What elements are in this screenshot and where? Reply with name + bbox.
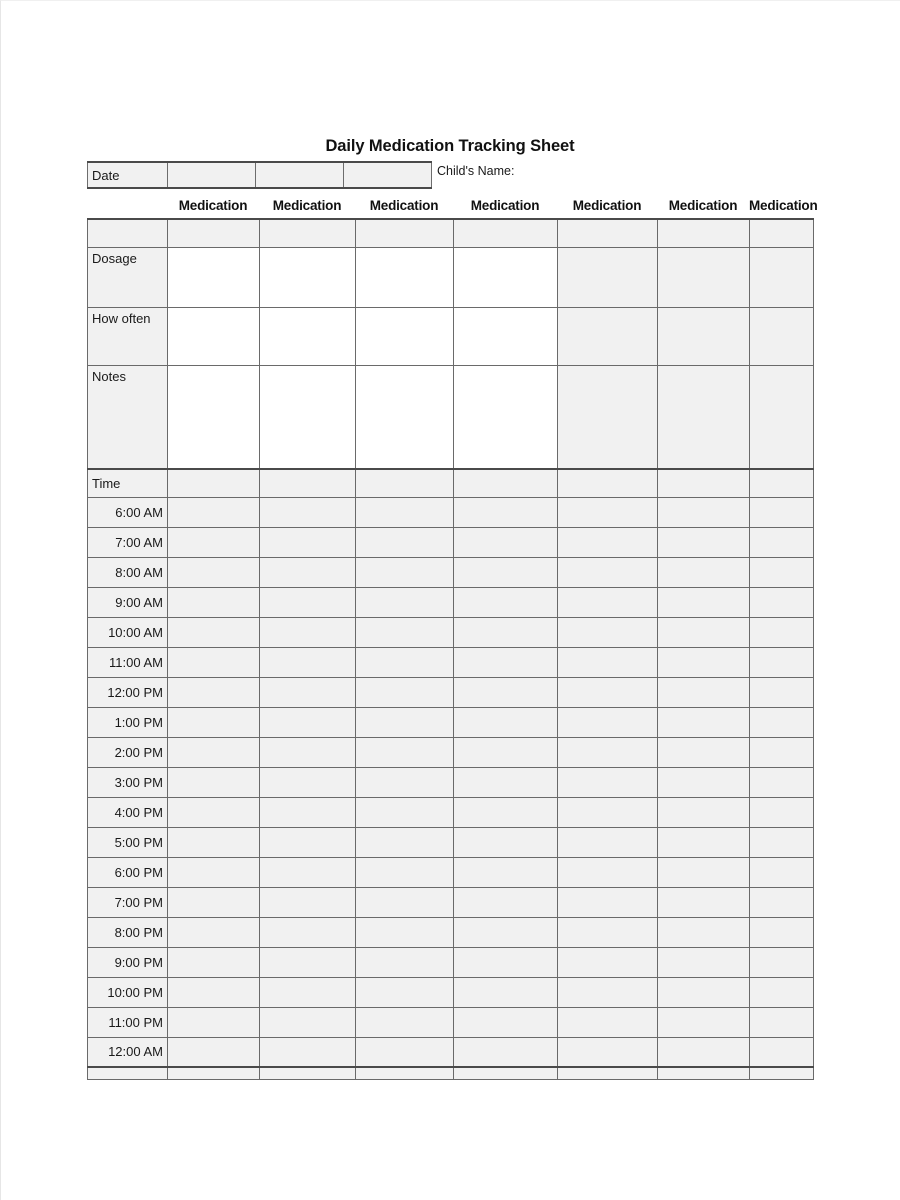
time-cell[interactable]	[356, 827, 454, 857]
table-row	[88, 527, 814, 557]
time-cell[interactable]	[356, 1007, 454, 1037]
time-cell[interactable]	[168, 677, 260, 707]
cell-dosage-1[interactable]	[168, 247, 260, 307]
time-cell[interactable]	[454, 1007, 558, 1037]
cell-dosage-5[interactable]	[558, 247, 658, 307]
cell-trailing-7[interactable]	[750, 1067, 814, 1079]
row-label-how-often: How often	[88, 307, 168, 365]
cell-how-often-3[interactable]	[356, 307, 454, 365]
time-label: 7:00 AM	[88, 527, 168, 557]
table-row	[88, 557, 814, 587]
time-cell[interactable]	[260, 767, 356, 797]
time-cell[interactable]	[260, 917, 356, 947]
table-row	[88, 707, 814, 737]
cell-time-header-4[interactable]	[454, 469, 558, 497]
cell-notes-4[interactable]	[454, 365, 558, 469]
time-cell[interactable]	[454, 887, 558, 917]
cell-dosage-7[interactable]	[750, 247, 814, 307]
time-cell[interactable]	[356, 587, 454, 617]
time-label: 11:00 AM	[88, 647, 168, 677]
time-cell[interactable]	[750, 647, 814, 677]
cell-dosage-2[interactable]	[260, 247, 356, 307]
time-cell[interactable]	[168, 887, 260, 917]
cell-how-often-4[interactable]	[454, 307, 558, 365]
time-cell[interactable]	[750, 677, 814, 707]
cell-blank-6[interactable]	[658, 219, 750, 247]
time-cell[interactable]	[356, 857, 454, 887]
table-row-blank	[88, 219, 814, 247]
time-cell[interactable]	[750, 947, 814, 977]
time-label: 7:00 PM	[88, 887, 168, 917]
medication-tracking-grid	[87, 218, 814, 1080]
time-cell[interactable]	[356, 917, 454, 947]
time-cell[interactable]	[750, 617, 814, 647]
row-label-time: Time	[88, 469, 168, 497]
time-cell[interactable]	[658, 797, 750, 827]
time-cell[interactable]	[168, 977, 260, 1007]
time-cell[interactable]	[658, 497, 750, 527]
table-row	[88, 497, 814, 527]
time-cell[interactable]	[454, 797, 558, 827]
table-row	[88, 917, 814, 947]
cell-dosage-3[interactable]	[356, 247, 454, 307]
time-label: 8:00 PM	[88, 917, 168, 947]
time-label: 10:00 PM	[88, 977, 168, 1007]
time-cell[interactable]	[356, 527, 454, 557]
time-cell[interactable]	[558, 527, 658, 557]
cell-blank-5[interactable]	[558, 219, 658, 247]
time-cell[interactable]	[558, 917, 658, 947]
time-cell[interactable]	[168, 917, 260, 947]
table-row	[88, 737, 814, 767]
time-cell[interactable]	[658, 527, 750, 557]
time-cell[interactable]	[454, 647, 558, 677]
time-cell[interactable]	[454, 947, 558, 977]
table-row	[88, 947, 814, 977]
cell-time-header-7[interactable]	[750, 469, 814, 497]
row-label-blank	[88, 219, 168, 247]
time-cell[interactable]	[260, 677, 356, 707]
time-cell[interactable]	[260, 887, 356, 917]
time-cell[interactable]	[750, 1037, 814, 1067]
time-cell[interactable]	[454, 677, 558, 707]
time-cell[interactable]	[658, 1007, 750, 1037]
cell-notes-6[interactable]	[658, 365, 750, 469]
time-cell[interactable]	[168, 647, 260, 677]
cell-how-often-2[interactable]	[260, 307, 356, 365]
time-cell[interactable]	[168, 797, 260, 827]
time-cell[interactable]	[356, 557, 454, 587]
column-header-medication-7: Medication	[749, 197, 818, 213]
table-row	[88, 797, 814, 827]
time-cell[interactable]	[356, 797, 454, 827]
time-cell[interactable]	[168, 617, 260, 647]
time-label: 1:00 PM	[88, 707, 168, 737]
time-cell[interactable]	[750, 527, 814, 557]
time-cell[interactable]	[356, 617, 454, 647]
time-cell[interactable]	[658, 737, 750, 767]
cell-blank-2[interactable]	[260, 219, 356, 247]
time-cell[interactable]	[260, 947, 356, 977]
cell-how-often-5[interactable]	[558, 307, 658, 365]
time-cell[interactable]	[454, 497, 558, 527]
time-cell[interactable]	[260, 647, 356, 677]
time-cell[interactable]	[356, 677, 454, 707]
time-cell[interactable]	[558, 497, 658, 527]
time-cell[interactable]	[260, 707, 356, 737]
time-cell[interactable]	[356, 947, 454, 977]
page-title: Daily Medication Tracking Sheet	[325, 137, 575, 155]
time-label: 5:00 PM	[88, 827, 168, 857]
time-cell[interactable]	[558, 827, 658, 857]
time-cell[interactable]	[168, 947, 260, 977]
time-cell[interactable]	[558, 1007, 658, 1037]
time-cell[interactable]	[750, 857, 814, 887]
time-label: 9:00 AM	[88, 587, 168, 617]
time-cell[interactable]	[356, 737, 454, 767]
cell-trailing-3[interactable]	[356, 1067, 454, 1079]
time-cell[interactable]	[356, 1037, 454, 1067]
cell-how-often-6[interactable]	[658, 307, 750, 365]
time-label: 11:00 PM	[88, 1007, 168, 1037]
cell-trailing-label	[88, 1067, 168, 1079]
time-label: 8:00 AM	[88, 557, 168, 587]
table-row	[88, 857, 814, 887]
time-cell[interactable]	[558, 797, 658, 827]
cell-time-header-1[interactable]	[168, 469, 260, 497]
cell-blank-4[interactable]	[454, 219, 558, 247]
cell-notes-5[interactable]	[558, 365, 658, 469]
time-cell[interactable]	[558, 557, 658, 587]
child-name-label: Child's Name:	[437, 164, 515, 178]
time-cell[interactable]	[558, 947, 658, 977]
time-cell[interactable]	[558, 707, 658, 737]
table-row	[88, 767, 814, 797]
time-cell[interactable]	[658, 557, 750, 587]
time-cell[interactable]	[356, 767, 454, 797]
time-cell[interactable]	[558, 767, 658, 797]
time-cell[interactable]	[260, 557, 356, 587]
table-row	[88, 617, 814, 647]
time-label: 6:00 AM	[88, 497, 168, 527]
time-cell[interactable]	[658, 917, 750, 947]
time-cell[interactable]	[260, 827, 356, 857]
time-cell[interactable]	[558, 617, 658, 647]
time-cell[interactable]	[558, 1037, 658, 1067]
time-cell[interactable]	[168, 587, 260, 617]
time-cell[interactable]	[558, 737, 658, 767]
time-cell[interactable]	[750, 497, 814, 527]
time-cell[interactable]	[658, 1037, 750, 1067]
time-cell[interactable]	[454, 557, 558, 587]
time-cell[interactable]	[356, 497, 454, 527]
row-label-notes: Notes	[88, 365, 168, 469]
table-row	[88, 1007, 814, 1037]
cell-trailing-6[interactable]	[658, 1067, 750, 1079]
table-row	[88, 977, 814, 1007]
column-header-medication-5: Medication	[572, 197, 642, 213]
time-cell[interactable]	[168, 557, 260, 587]
cell-trailing-4[interactable]	[454, 1067, 558, 1079]
column-header-medication-1: Medication	[178, 197, 248, 213]
time-cell[interactable]	[454, 527, 558, 557]
time-cell[interactable]	[168, 1007, 260, 1037]
column-header-medication-4: Medication	[470, 197, 540, 213]
table-row-how-often	[88, 307, 814, 365]
time-cell[interactable]	[658, 827, 750, 857]
time-cell[interactable]	[658, 617, 750, 647]
time-cell[interactable]	[260, 527, 356, 557]
cell-how-often-7[interactable]	[750, 307, 814, 365]
cell-notes-2[interactable]	[260, 365, 356, 469]
time-cell[interactable]	[168, 827, 260, 857]
time-cell[interactable]	[168, 707, 260, 737]
time-cell[interactable]	[260, 737, 356, 767]
cell-time-header-3[interactable]	[356, 469, 454, 497]
cell-blank-7[interactable]	[750, 219, 814, 247]
cell-dosage-6[interactable]	[658, 247, 750, 307]
time-label: 3:00 PM	[88, 767, 168, 797]
table-row-dosage	[88, 247, 814, 307]
time-cell[interactable]	[558, 857, 658, 887]
time-label: 2:00 PM	[88, 737, 168, 767]
time-label: 4:00 PM	[88, 797, 168, 827]
column-header-medication-3: Medication	[369, 197, 439, 213]
time-cell[interactable]	[454, 857, 558, 887]
time-cell[interactable]	[168, 737, 260, 767]
time-cell[interactable]	[750, 827, 814, 857]
cell-time-header-5[interactable]	[558, 469, 658, 497]
time-cell[interactable]	[750, 587, 814, 617]
cell-trailing-5[interactable]	[558, 1067, 658, 1079]
time-label: 12:00 PM	[88, 677, 168, 707]
time-cell[interactable]	[658, 767, 750, 797]
cell-time-header-2[interactable]	[260, 469, 356, 497]
time-cell[interactable]	[750, 797, 814, 827]
cell-notes-3[interactable]	[356, 365, 454, 469]
cell-blank-3[interactable]	[356, 219, 454, 247]
time-cell[interactable]	[454, 917, 558, 947]
table-row-notes	[88, 365, 814, 469]
time-cell[interactable]	[658, 587, 750, 617]
cell-notes-7[interactable]	[750, 365, 814, 469]
time-cell[interactable]	[168, 497, 260, 527]
time-cell[interactable]	[260, 497, 356, 527]
time-cell[interactable]	[168, 527, 260, 557]
time-cell[interactable]	[356, 647, 454, 677]
time-cell[interactable]	[356, 977, 454, 1007]
time-cell[interactable]	[558, 587, 658, 617]
row-label-dosage: Dosage	[88, 247, 168, 307]
header-spacer	[87, 194, 167, 216]
time-cell[interactable]	[260, 1037, 356, 1067]
time-cell[interactable]	[750, 917, 814, 947]
table-row-time-header	[88, 469, 814, 497]
table-row	[88, 1037, 814, 1067]
table-row	[88, 827, 814, 857]
date-row	[87, 161, 432, 189]
cell-dosage-4[interactable]	[454, 247, 558, 307]
time-cell[interactable]	[260, 587, 356, 617]
time-cell[interactable]	[356, 887, 454, 917]
time-cell[interactable]	[750, 1007, 814, 1037]
table-row-trailing	[88, 1067, 814, 1079]
table-row	[88, 587, 814, 617]
time-cell[interactable]	[454, 977, 558, 1007]
time-cell[interactable]	[558, 677, 658, 707]
time-cell[interactable]	[558, 647, 658, 677]
time-cell[interactable]	[454, 737, 558, 767]
time-cell[interactable]	[454, 827, 558, 857]
time-cell[interactable]	[454, 1037, 558, 1067]
cell-trailing-2[interactable]	[260, 1067, 356, 1079]
time-cell[interactable]	[454, 617, 558, 647]
table-row	[88, 887, 814, 917]
time-cell[interactable]	[658, 707, 750, 737]
time-cell[interactable]	[168, 767, 260, 797]
time-cell[interactable]	[750, 977, 814, 1007]
time-cell[interactable]	[260, 1007, 356, 1037]
time-cell[interactable]	[168, 857, 260, 887]
time-cell[interactable]	[658, 887, 750, 917]
time-cell[interactable]	[558, 887, 658, 917]
time-cell[interactable]	[658, 647, 750, 677]
time-cell[interactable]	[260, 857, 356, 887]
time-cell[interactable]	[750, 557, 814, 587]
time-cell[interactable]	[658, 977, 750, 1007]
time-cell[interactable]	[260, 977, 356, 1007]
time-cell[interactable]	[260, 797, 356, 827]
column-header-medication-6: Medication	[668, 197, 738, 213]
time-cell[interactable]	[454, 767, 558, 797]
table-row	[88, 677, 814, 707]
time-label: 9:00 PM	[88, 947, 168, 977]
cell-trailing-1[interactable]	[168, 1067, 260, 1079]
time-label: 6:00 PM	[88, 857, 168, 887]
time-cell[interactable]	[356, 707, 454, 737]
time-cell[interactable]	[260, 617, 356, 647]
time-cell[interactable]	[750, 737, 814, 767]
time-cell[interactable]	[750, 767, 814, 797]
date-label: Date	[88, 162, 168, 188]
column-header-medication-2: Medication	[272, 197, 342, 213]
date-value-cell-1[interactable]	[168, 162, 256, 188]
time-cell[interactable]	[168, 1037, 260, 1067]
time-cell[interactable]	[454, 587, 558, 617]
time-cell[interactable]	[558, 977, 658, 1007]
time-label: 12:00 AM	[88, 1037, 168, 1067]
time-cell[interactable]	[658, 857, 750, 887]
time-cell[interactable]	[454, 707, 558, 737]
table-row	[88, 647, 814, 677]
time-label: 10:00 AM	[88, 617, 168, 647]
date-value-cell-2[interactable]	[256, 162, 344, 188]
time-cell[interactable]	[750, 887, 814, 917]
cell-how-often-1[interactable]	[168, 307, 260, 365]
cell-time-header-6[interactable]	[658, 469, 750, 497]
time-cell[interactable]	[658, 677, 750, 707]
time-cell[interactable]	[658, 947, 750, 977]
cell-notes-1[interactable]	[168, 365, 260, 469]
date-value-cell-3[interactable]	[344, 162, 432, 188]
cell-blank-1[interactable]	[168, 219, 260, 247]
time-cell[interactable]	[750, 707, 814, 737]
column-header-row	[87, 194, 818, 216]
